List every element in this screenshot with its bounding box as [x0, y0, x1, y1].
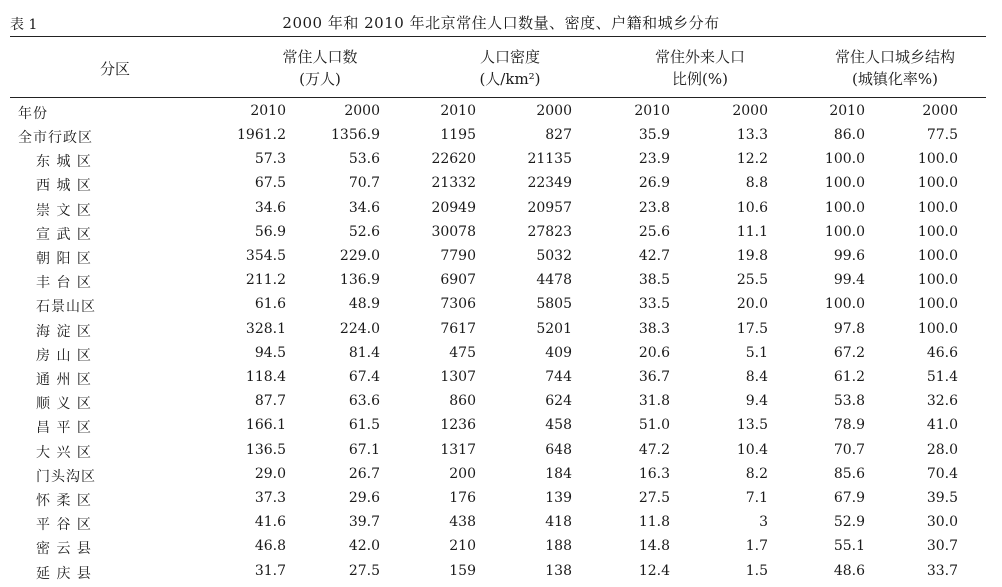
table-cell: 139: [545, 490, 572, 506]
table-cell: 52.9: [833, 514, 865, 531]
table-cell: 31.7: [254, 562, 286, 579]
table-cell: 30.0: [926, 514, 958, 531]
year-label: 年份: [18, 106, 48, 122]
table-cell: 136.9: [339, 272, 380, 289]
district-name: 通 州 区: [36, 372, 92, 388]
table-row: [0, 393, 1002, 417]
table-cell: 100.0: [824, 296, 865, 313]
table-cell: 1317: [440, 441, 476, 458]
table-cell: 12.4: [638, 562, 670, 579]
table-cell: 77.5: [926, 127, 958, 143]
table-cell: 48.9: [348, 296, 380, 313]
table-cell: 12.2: [736, 151, 768, 168]
header-population: [250, 46, 390, 90]
header-migrant: [630, 46, 770, 90]
table-cell: 1236: [440, 417, 476, 434]
district-name: 房 山 区: [36, 347, 92, 364]
table-cell: 46.8: [254, 538, 286, 555]
table-cell: 41.0: [926, 417, 958, 434]
district-name: 昌 平 区: [36, 420, 92, 437]
table-cell: 63.6: [348, 393, 380, 410]
table-cell: 70.7: [348, 175, 380, 192]
table-cell: 188: [545, 538, 572, 555]
table-cell: 210: [449, 538, 476, 555]
table-cell: 67.4: [348, 369, 380, 385]
table-cell: 229.0: [339, 248, 380, 264]
table-cell: 86.0: [833, 127, 865, 143]
table-cell: 29.6: [348, 490, 380, 506]
header-district: 分区: [99, 60, 130, 78]
table-cell: 48.6: [833, 562, 865, 579]
table-cell: 100.0: [917, 223, 958, 240]
table-row: [0, 538, 1002, 562]
district-name: 丰 台 区: [36, 275, 92, 292]
table-cell: 159: [449, 562, 476, 579]
table-cell: 99.6: [833, 248, 865, 264]
table-cell: 70.4: [926, 465, 958, 482]
table-cell: 36.7: [638, 369, 670, 385]
table-cell: 52.6: [348, 223, 380, 240]
table-cell: 100.0: [917, 248, 958, 264]
table-cell: 7306: [440, 296, 476, 313]
header-migrant-line1: 常住外来人口: [654, 48, 745, 66]
district-name: 平 谷 区: [36, 517, 92, 534]
table-cell: 26.7: [348, 465, 380, 482]
table-cell: 85.6: [833, 465, 865, 482]
table-cell: 1.5: [745, 562, 768, 579]
table-cell: 3: [759, 514, 768, 531]
table-cell: 78.9: [833, 417, 865, 434]
table-row: [0, 321, 1002, 345]
table-cell: 27.5: [348, 562, 380, 579]
table-cell: 7790: [440, 248, 476, 264]
table-cell: 4478: [536, 272, 572, 289]
table-cell: 136.5: [245, 441, 286, 458]
table-cell: 37.3: [254, 490, 286, 506]
table-cell: 100.0: [824, 175, 865, 192]
table-cell: 100.0: [917, 320, 958, 337]
table-cell: 67.5: [254, 175, 286, 192]
table-cell: 10.4: [736, 441, 768, 458]
district-name: 全市行政区: [18, 130, 93, 146]
table-cell: 39.5: [926, 490, 958, 506]
table-cell: 138: [545, 562, 572, 579]
year-cell: 2010: [250, 103, 286, 119]
header-density-line2: (人/km²): [479, 70, 541, 88]
table-cell: 100.0: [824, 223, 865, 240]
year-cell: 2010: [440, 103, 476, 119]
table-cell: 1.7: [745, 538, 768, 555]
table-cell: 87.7: [254, 393, 286, 410]
table-cell: 5805: [536, 296, 572, 313]
table-row: [0, 127, 1002, 151]
table-cell: 30078: [431, 223, 476, 240]
year-cell: 2010: [829, 103, 865, 119]
table-cell: 33.7: [926, 562, 958, 579]
header-rule: [10, 97, 986, 98]
header-density: [440, 46, 580, 90]
table-cell: 19.8: [736, 248, 768, 264]
table-cell: 100.0: [917, 272, 958, 289]
table-cell: 51.0: [638, 417, 670, 434]
district-name: 东 城 区: [36, 154, 92, 171]
table-cell: 1307: [440, 369, 476, 385]
header-population-line1: 常住人口数: [282, 48, 358, 66]
table-cell: 61.6: [254, 296, 286, 313]
table-cell: 47.2: [638, 441, 670, 458]
table-cell: 458: [545, 417, 572, 434]
table-row: [0, 442, 1002, 466]
table-cell: 827: [545, 127, 572, 143]
year-cell: 2000: [922, 103, 958, 119]
district-name: 大 兴 区: [36, 444, 92, 461]
year-cell: 2000: [536, 103, 572, 119]
table-cell: 16.3: [638, 465, 670, 482]
year-cell: 2000: [732, 103, 768, 119]
header-population-line2: (万人): [299, 70, 341, 88]
table-cell: 56.9: [254, 223, 286, 240]
table-cell: 166.1: [245, 417, 286, 434]
table-cell: 8.4: [745, 369, 768, 385]
table-cell: 1356.9: [331, 127, 380, 143]
table-cell: 11.8: [638, 514, 670, 531]
table-cell: 57.3: [254, 151, 286, 168]
table-cell: 100.0: [824, 199, 865, 216]
table-cell: 94.5: [254, 344, 286, 361]
table-label: 表 1: [10, 17, 38, 33]
table-cell: 1195: [440, 127, 476, 143]
table-cell: 100.0: [917, 175, 958, 192]
table-cell: 22620: [431, 151, 476, 168]
district-name: 西 城 区: [36, 178, 92, 195]
district-name: 门头沟区: [36, 468, 96, 485]
table-cell: 25.5: [736, 272, 768, 289]
table-cell: 99.4: [833, 272, 865, 289]
table-row: [0, 490, 1002, 514]
table-cell: 42.0: [348, 538, 380, 555]
table-cell: 200: [449, 465, 476, 482]
table-cell: 27823: [527, 223, 572, 240]
table-cell: 475: [449, 344, 476, 361]
table-row: [0, 200, 1002, 224]
table-cell: 176: [449, 490, 476, 506]
table-cell: 17.5: [736, 320, 768, 337]
table-cell: 23.9: [638, 151, 670, 168]
table-cell: 21135: [527, 151, 572, 168]
table-cell: 25.6: [638, 223, 670, 240]
table-cell: 61.5: [348, 417, 380, 434]
table-cell: 41.6: [254, 514, 286, 531]
district-name: 怀 柔 区: [36, 493, 92, 509]
table-cell: 34.6: [348, 199, 380, 216]
top-rule: [10, 36, 986, 37]
table-cell: 100.0: [917, 151, 958, 168]
district-name: 顺 义 区: [36, 396, 92, 413]
table-row: [0, 175, 1002, 199]
table-cell: 14.8: [638, 538, 670, 555]
header-urban-line2: (城镇化率%): [852, 70, 938, 88]
table-cell: 20957: [527, 199, 572, 216]
table-cell: 26.9: [638, 175, 670, 192]
district-name: 石景山区: [36, 299, 96, 316]
table-title: 2000 年和 2010 年北京常住人口数量、密度、户籍和城乡分布: [282, 14, 720, 32]
header-migrant-line2: 比例(%): [672, 70, 728, 88]
table-cell: 21332: [431, 175, 476, 192]
table-cell: 418: [545, 514, 572, 531]
table-cell: 34.6: [254, 199, 286, 216]
year-cell: 2010: [634, 103, 670, 119]
table-cell: 328.1: [245, 320, 286, 337]
table-row: [0, 151, 1002, 175]
table-cell: 438: [449, 514, 476, 531]
table-cell: 38.5: [638, 272, 670, 289]
header-urban-line1: 常住人口城乡结构: [834, 48, 955, 66]
table-cell: 67.9: [833, 490, 865, 506]
table-cell: 6907: [440, 272, 476, 289]
table-cell: 9.4: [745, 393, 768, 410]
year-row: [0, 103, 1002, 127]
table-cell: 624: [545, 393, 572, 410]
table-row: [0, 417, 1002, 441]
table-cell: 100.0: [917, 199, 958, 216]
table-row: [0, 563, 1002, 587]
table-cell: 32.6: [926, 393, 958, 410]
table-cell: 5032: [536, 248, 572, 264]
table-cell: 11.1: [736, 223, 768, 240]
table-cell: 7.1: [745, 490, 768, 506]
table-cell: 5201: [536, 320, 572, 337]
table-cell: 31.8: [638, 393, 670, 410]
table-cell: 35.9: [638, 127, 670, 143]
table-cell: 39.7: [348, 514, 380, 531]
table-row: [0, 466, 1002, 490]
table-row: [0, 296, 1002, 320]
table-cell: 10.6: [736, 199, 768, 216]
table-row: [0, 272, 1002, 296]
table-row: [0, 345, 1002, 369]
table-cell: 744: [545, 369, 572, 385]
table-cell: 38.3: [638, 320, 670, 337]
header-density-line1: 人口密度: [479, 48, 540, 66]
table-cell: 29.0: [254, 465, 286, 482]
district-name: 朝 阳 区: [36, 251, 92, 267]
district-name: 延 庆 县: [36, 565, 92, 582]
district-name: 宣 武 区: [36, 226, 92, 243]
table-cell: 81.4: [348, 344, 380, 361]
table-cell: 8.8: [745, 175, 768, 192]
table-cell: 224.0: [339, 320, 380, 337]
table-cell: 61.2: [833, 369, 865, 385]
district-name: 海 淀 区: [36, 323, 92, 340]
table-cell: 51.4: [926, 369, 958, 385]
table-row: [0, 369, 1002, 393]
table-cell: 53.8: [833, 393, 865, 410]
table-cell: 1961.2: [237, 127, 286, 143]
table-cell: 100.0: [824, 151, 865, 168]
table-cell: 354.5: [245, 248, 286, 264]
table-cell: 28.0: [926, 441, 958, 458]
table-cell: 46.6: [926, 344, 958, 361]
table-cell: 55.1: [833, 538, 865, 555]
table-cell: 42.7: [638, 248, 670, 264]
table-cell: 13.3: [736, 127, 768, 143]
table-cell: 8.2: [745, 465, 768, 482]
table-cell: 22349: [527, 175, 572, 192]
table-cell: 20.6: [638, 344, 670, 361]
table-cell: 648: [545, 441, 572, 458]
district-name: 崇 文 区: [36, 202, 92, 219]
table-cell: 860: [449, 393, 476, 410]
table-row: [0, 248, 1002, 272]
table-cell: 409: [545, 344, 572, 361]
table-cell: 13.5: [736, 417, 768, 434]
table-row: [0, 224, 1002, 248]
table-cell: 70.7: [833, 441, 865, 458]
table-cell: 97.8: [833, 320, 865, 337]
table-cell: 100.0: [917, 296, 958, 313]
table-cell: 211.2: [245, 272, 286, 289]
table-cell: 23.8: [638, 199, 670, 216]
table-cell: 20949: [431, 199, 476, 216]
header-urban: [810, 46, 980, 90]
table-cell: 67.2: [833, 344, 865, 361]
table-cell: 184: [545, 465, 572, 482]
year-cell: 2000: [344, 103, 380, 119]
table-cell: 30.7: [926, 538, 958, 555]
table-cell: 33.5: [638, 296, 670, 313]
table-row: [0, 514, 1002, 538]
table-cell: 27.5: [638, 490, 670, 506]
district-name: 密 云 县: [36, 541, 92, 558]
table-cell: 5.1: [745, 344, 768, 361]
table-cell: 118.4: [245, 369, 286, 385]
table-cell: 67.1: [348, 441, 380, 458]
table-cell: 53.6: [348, 151, 380, 168]
table-cell: 20.0: [736, 296, 768, 313]
table-cell: 7617: [440, 320, 476, 337]
